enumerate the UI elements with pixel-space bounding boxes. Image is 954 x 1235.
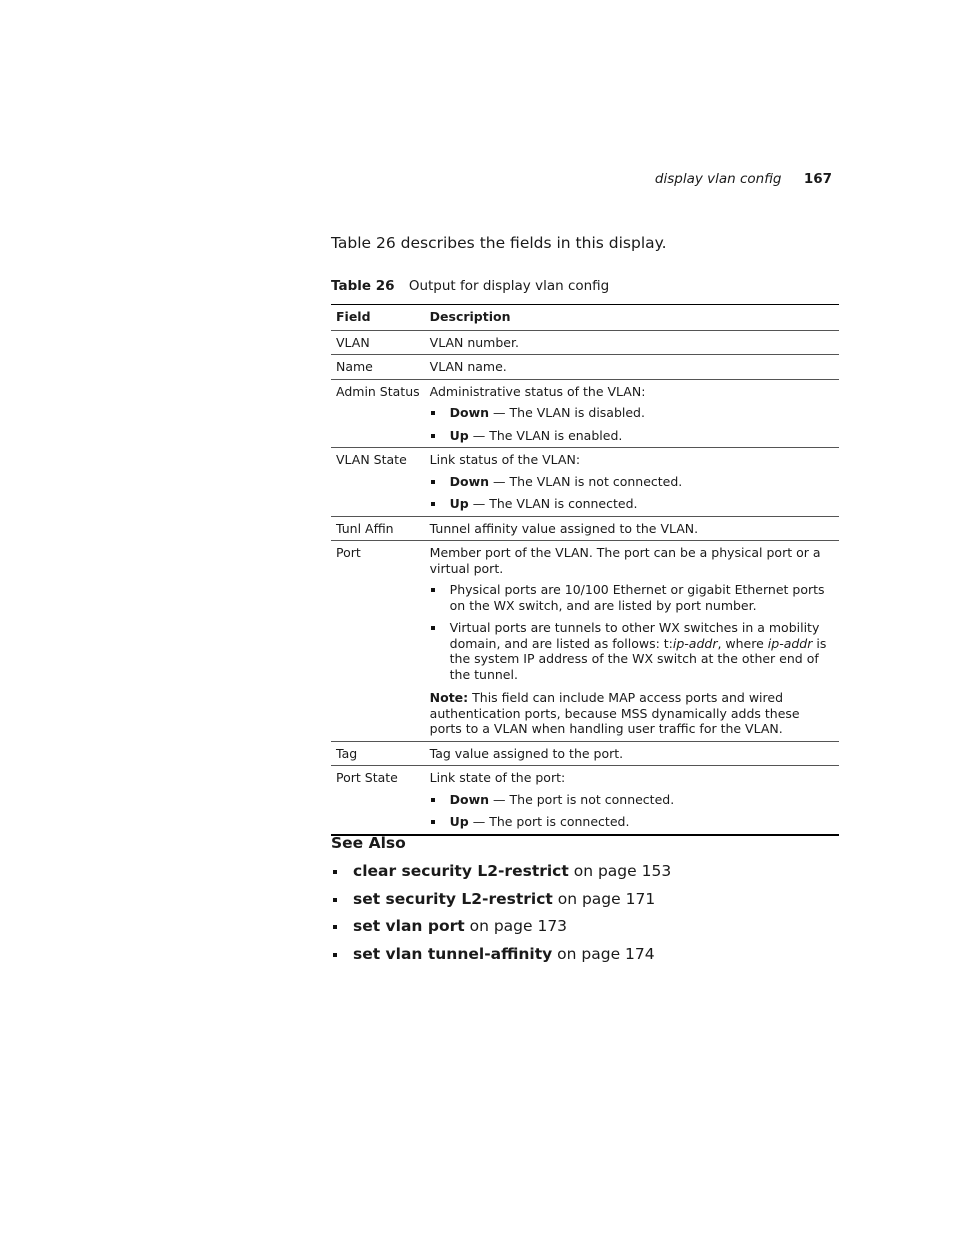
- description-text: Link status of the VLAN:: [429, 452, 581, 467]
- bullet-text: Physical ports are 10/100 Ethernet or gigabit Ethernet ports on the WX switch, and are listed by port number.: [449, 582, 825, 613]
- column-header-field: Field: [331, 305, 425, 331]
- table-row: [331, 379, 839, 448]
- header-section-title: display vlan config: [654, 171, 782, 187]
- running-header: [655, 171, 832, 187]
- bullet-term: Up: [449, 814, 469, 829]
- field-cell: Tag: [331, 741, 425, 766]
- list-item: [430, 496, 834, 512]
- description-text: VLAN name.: [429, 359, 507, 374]
- bullet-text: — The port is not connected.: [489, 791, 675, 807]
- note-label: Note:: [429, 690, 469, 705]
- bullet-list: [430, 582, 834, 682]
- table-row: [331, 355, 839, 380]
- list-item: [430, 405, 834, 421]
- bullet-term: Down: [449, 473, 490, 489]
- fields-table: [331, 304, 839, 836]
- page-reference: on page 153: [568, 862, 672, 880]
- bullet-text: — The VLAN is not connected.: [489, 473, 683, 489]
- command-link[interactable]: set vlan port: [353, 917, 465, 935]
- bullet-text: — The VLAN is disabled.: [489, 405, 645, 420]
- table-row: [331, 448, 839, 517]
- table-row: [331, 330, 839, 355]
- table-caption-text: Output for display vlan config: [408, 278, 610, 294]
- description-text: Administrative status of the VLAN:: [429, 383, 646, 399]
- note-text: This field can include MAP access ports and wired authentication ports, because MSS dynamically adds these ports to a VLAN when handling user traffic for the VLAN.: [429, 690, 800, 736]
- bullet-term: Down: [449, 791, 490, 807]
- list-item: [430, 620, 834, 682]
- description-text: Member port of the VLAN. The port can be a physical port or a virtual port.: [429, 545, 821, 576]
- page-reference: on page 171: [552, 889, 656, 908]
- description-text: Tunnel affinity value assigned to the VLAN.: [429, 520, 699, 536]
- bullet-text: — The VLAN is connected.: [468, 496, 638, 511]
- bullet-term: Up: [449, 496, 469, 511]
- column-header-description: Description: [425, 305, 839, 331]
- bullet-term: Down: [449, 405, 490, 420]
- bullet-text: Virtual ports are tunnels to other WX switches in a mobility domain, and are listed as follows: t:: [449, 620, 820, 651]
- page-reference: on page 173: [464, 917, 568, 935]
- page-reference: on page 174: [552, 944, 655, 963]
- field-cell: VLAN State: [331, 448, 425, 517]
- bullet-term: Up: [449, 427, 469, 443]
- bullet-list: [430, 792, 834, 830]
- field-cell: Port State: [331, 766, 425, 835]
- description-cell: [425, 355, 839, 380]
- description-cell: [425, 448, 839, 517]
- page-number: 167: [803, 171, 832, 187]
- ip-addr-placeholder: ip-addr: [672, 635, 718, 651]
- description-text: Tag value assigned to the port.: [429, 745, 624, 761]
- bullet-list: [430, 405, 834, 443]
- table-row: [331, 541, 839, 742]
- field-cell: Admin Status: [331, 379, 425, 448]
- table-caption: [331, 278, 609, 294]
- field-cell: VLAN: [336, 334, 370, 350]
- list-item: [430, 814, 834, 830]
- see-also-item[interactable]: [331, 915, 671, 943]
- description-text: VLAN number.: [429, 334, 519, 350]
- bullet-text: — The port is connected.: [468, 814, 630, 829]
- field-cell: Tunl Affin: [331, 516, 425, 541]
- see-also-item[interactable]: [331, 888, 671, 916]
- bullet-list: [430, 474, 834, 512]
- command-link[interactable]: clear security L2-restrict: [353, 862, 569, 880]
- description-cell: [425, 766, 839, 835]
- list-item: [430, 792, 834, 808]
- description-cell: [425, 379, 839, 448]
- bullet-text: is the system IP address of the WX switch at the other end of the tunnel.: [449, 635, 827, 682]
- table-row: [331, 516, 839, 541]
- bullet-text: , where: [717, 635, 768, 651]
- see-also-item[interactable]: [331, 860, 671, 888]
- command-link[interactable]: set vlan tunnel-affinity: [353, 944, 553, 963]
- description-cell: [425, 330, 839, 355]
- table-row: [331, 766, 839, 835]
- command-link[interactable]: set security L2-restrict: [353, 889, 553, 908]
- note-paragraph: [430, 690, 834, 737]
- table-row: [331, 741, 839, 766]
- table-header-row: [331, 305, 839, 331]
- description-text: Link state of the port:: [429, 770, 566, 785]
- table-caption-label: Table 26: [331, 278, 395, 294]
- field-cell: Name: [331, 355, 425, 380]
- see-also-heading: See Also: [331, 834, 406, 852]
- list-item: [430, 474, 834, 490]
- list-item: [430, 428, 834, 444]
- ip-addr-placeholder: ip-addr: [767, 635, 813, 651]
- see-also-item[interactable]: [331, 943, 671, 971]
- description-cell: [425, 541, 839, 742]
- see-also-list: [331, 860, 671, 970]
- field-cell: Port: [331, 541, 425, 742]
- description-cell: [425, 516, 839, 541]
- list-item: [430, 582, 834, 613]
- description-cell: [425, 741, 839, 766]
- intro-paragraph: Table 26 describes the fields in this display.: [331, 234, 667, 252]
- bullet-text: — The VLAN is enabled.: [468, 427, 623, 443]
